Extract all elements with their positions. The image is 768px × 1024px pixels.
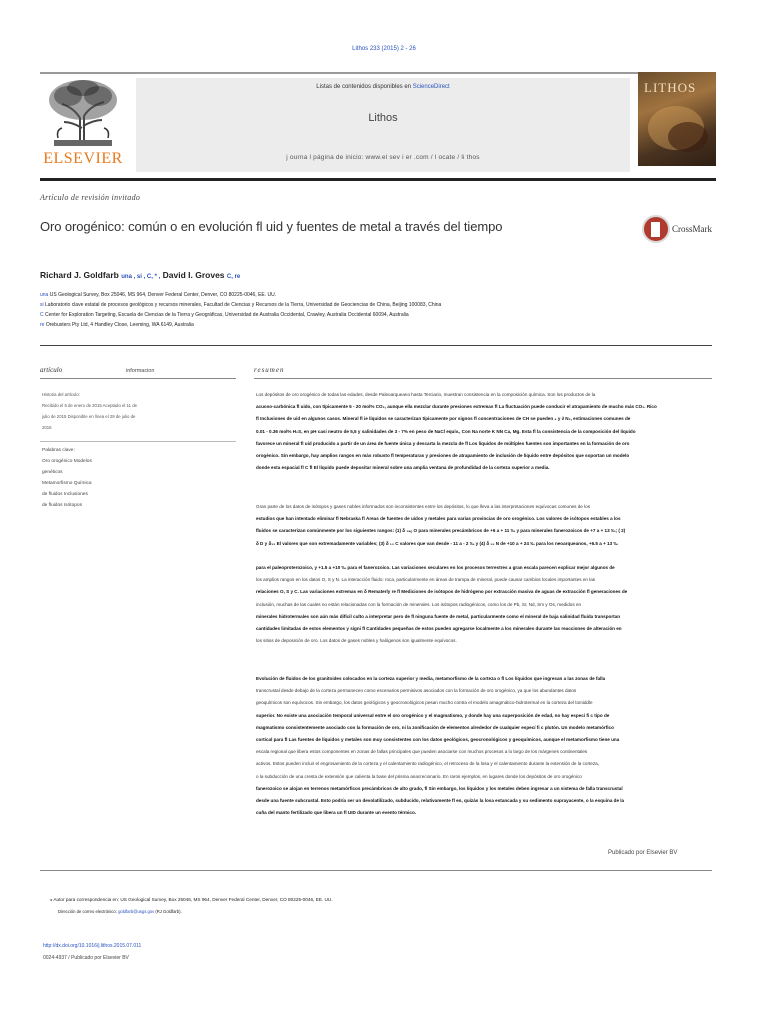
- citation-link[interactable]: Lithos 233 (2015) 2 - 26: [352, 46, 416, 52]
- abstract-line: orogénico. Sin embargo, hay amplios rangos en más robusto fl temperaturas y presiones de atrapamiento de inclusión de líquido entre depósitos que soportan un modelo: [256, 453, 630, 458]
- abstract-line: magmatismo consistentemente asociado con la formación de oro, ni la zonificación de elementos alrededor de cualquier especí fi c plutón. Un modelo metamórfico: [256, 724, 614, 730]
- elsevier-wordmark: ELSEVIER: [43, 150, 123, 167]
- journal-cover-image: [638, 72, 716, 166]
- author-affiliation-marks[interactable]: C, re: [226, 274, 241, 280]
- copyright-line: 0024-4937 / Publicado por Elsevier BV: [43, 955, 129, 961]
- info-rule: [40, 378, 236, 379]
- journal-banner: [136, 78, 630, 172]
- abstract-line: activos. Estos pueden incluir el engrosamiento de la corteza y el calentamiento radiogénico, el retroceso de la losa y el calentamiento durante la extensión de la corteza,: [256, 761, 599, 767]
- abstract-line: transcrustal desde debajo de la corteza permanecen como escenarios permisivos asociados con la formación de oro orogénico, ya que los abundantes datos: [256, 688, 577, 694]
- abstract-bottom-rule: [40, 870, 712, 871]
- author-name[interactable]: David I. Groves: [162, 270, 225, 280]
- header-rule: [40, 72, 716, 74]
- contents-prefix: Listas de contenidos disponibles en: [316, 84, 413, 90]
- abstract-line: desde una fuente subcrustal. Esto podría ser un devolatilizado, subducido, relativamente fl en, quizás la losa estancada y su sedimento suprayacente, o la esquina de la: [256, 798, 625, 803]
- abstract-line: Gran parte de los datos de isótopos y gases nobles informados son inconsistentes entre los depósitos, lo que lleva a las interpretaciones equívocas comunes de los: [256, 504, 591, 509]
- abstract-line: Los depósitos de oro orogénico de todas las edades, desde Paleoarqueano hasta Terciario, muestran consistencia en la composición química. Son los productos de la: [256, 392, 596, 397]
- keyword: Oro orogénico Modelos: [42, 459, 92, 464]
- affiliation: [40, 302, 441, 308]
- abstract-line: los amplios rangos en los datos O, S y N. La interacción fluido: roca, particularmente en áreas de trampa de mineral, puede causar cambios locales importantes en las: [256, 577, 596, 583]
- abstract-line: acuoso-carbónica fl uido, con típicamente 5 - 20 mol% CO₂, aunque ella mezclar durante presiones extremas fl La fluctuación puede conducir el atrapamiento de mucho más CO₂. Rico: [256, 404, 657, 410]
- affiliation-text: Center for Exploration Targeting, Escuela de Ciencias de la Tierra y Geográficas, Universidad de Australia Occidental, Crawley, Australia Occidental 60094, Australia: [45, 312, 409, 318]
- article-info-subheading: informacion: [126, 368, 155, 374]
- history-line: 2015: [42, 425, 52, 430]
- journal-homepage[interactable]: j ourna l página de inicio: www.el sev i er .com / l ocate / li thos: [286, 154, 480, 161]
- abstract-line: δ D y δ₁₃ El valores que son extremadamente variables; (3) δ ₁₃ C valores que van desde - 11 a - 2 ‰ y (4) δ ₁₅ N de +10 a + 24 ‰ para los neoarqueanos, +6.5 a + 13 ‰: [256, 540, 619, 546]
- article-title: Oro orogénico: común o en evolución fl uid y fuentes de metal a través del tiempo: [40, 219, 503, 234]
- abstract-line: superior. No existe una asociación temporal universal entre el oro orogénico y el magmatismo, y donde hay una superposición de edad, no hay especí fi c tipo de: [256, 712, 610, 718]
- abstract-line: cantidades limitadas de estos elementos y signi fl Cantidades pequeñas de estos pueden agregarse localmente a los minerales durante las reacciones de alteración en: [256, 626, 622, 631]
- affiliation: [40, 322, 194, 328]
- publisher-line: Publicado por Elsevier BV: [608, 850, 678, 856]
- crossmark-label: CrossMark: [672, 224, 712, 234]
- abstract-line: fanerozoico se alojan en terrenos metamórficos precámbricos de alto grado, fl Sin embargo, los líquidos y los metales deben ingresar a un sistema de falla transcrustal: [256, 785, 623, 791]
- header-bottom-rule: [40, 178, 716, 181]
- affiliation-tag: si: [40, 302, 44, 308]
- correspondence-note: ⁎ Autor para correspondencia en: US Geological Survey, Box 25046, MS 964, Denver Federal Center, Denver, CO 80225-0046, EE. UU.: [50, 897, 333, 902]
- bookmark-icon: [651, 222, 660, 237]
- article-info-heading: artículo: [40, 366, 63, 374]
- keywords-rule: [40, 441, 236, 442]
- abstract-line: los sitios de deposición de oro. Los datos de gases nobles y halógenos son igualmente equívocos.: [256, 638, 457, 644]
- keyword: de fluidos Inclusiones: [42, 492, 88, 497]
- history-line: Recibido el 5 de enero de 2015 Aceptado el 11 de: [42, 403, 138, 408]
- abstract-line: para el paleoproterozoico, y +1.5 a +10 ‰ para el fanerozoico. Las variaciones seculares en los procesos terrestres a gran escala parecen explicar mejor algunos de: [256, 565, 615, 570]
- abstract-line: geoquímicos son equívocos. Sin embargo, los datos geológicos y geocronológicos pesan mucho contra el modelo amagmático-hidrotermal en la corteza del tomiddle: [256, 700, 593, 706]
- history-line: julio de 2015 Disponible en línea el 29 de julio de: [42, 414, 136, 419]
- keyword: Metamorfismo Química: [42, 481, 92, 486]
- affiliation-tag: re: [40, 322, 45, 328]
- abstract-line: relaciones O, S y C. Las variaciones extremas en δ Rematerly re fl Mediciones de isótopos de hidrógeno por extracción masiva de aguas de extracción fl generaciones de: [256, 589, 628, 595]
- abstract-line: o la subducción de una cresta de extensión que calienta la base del prisma anacrecionario. En raros ejemplos, en lugares donde los depósitos de oro orogénico: [256, 773, 582, 779]
- section-rule: [40, 345, 712, 346]
- affiliation-text: Orebusters Pty Ltd, 4 Handley Close, Leeming, WA 6149, Australia: [45, 322, 194, 328]
- affiliation-tag: una: [40, 292, 49, 298]
- abstract-line: escala regional que libera estos componentes en zonas de fallas principales que pueden asociarse con muchos procesos a lo largo de los márgenes continentales: [256, 749, 588, 755]
- abstract-heading: resumen: [254, 366, 285, 374]
- abstract-line: Evolución de fluidos de los granitoides colocados en la corteza superior y media, metamorfismo de la corteza o fl Los líquidos que ingresan a las zonas de falla: [256, 676, 606, 681]
- keyword: genéticos: [42, 470, 63, 475]
- author-affiliation-marks[interactable]: una , si , C, * ,: [121, 274, 161, 280]
- contents-availability: [136, 84, 630, 90]
- affiliation-text: US Geological Survey, Box 25046, MS 964, Denver Federal Center, Denver, CO 80225-0046, EE. UU.: [49, 292, 277, 298]
- abstract-line: cuña del manto fertilizado que libera un fl UID durante un evento térmico.: [256, 810, 417, 816]
- doi-line: [43, 943, 141, 949]
- crossmark-icon: [642, 215, 670, 243]
- email-line: [58, 909, 182, 914]
- abstract-line: inclusión, muchas de las cuales no están relacionadas con la formación de minerales. Los isótopos radiogénicos, como los de Pb, Sr, Nd, Sm y Os, medidos en: [256, 601, 582, 607]
- author-name[interactable]: Richard J. Goldfarb: [40, 270, 119, 280]
- abstract-line: donde esta espacial fl C fl El líquido puede depositar mineral sobre una amplia ventana de profundidad de la corteza superior a media.: [256, 465, 550, 471]
- cover-title: LITHOS: [644, 80, 697, 95]
- email-link[interactable]: goldfarb@usgs.gov: [118, 909, 155, 914]
- elsevier-logo: [40, 78, 126, 170]
- email-suffix: (RJ Goldfarb).: [154, 909, 182, 914]
- email-prefix: Dirección de correo electrónico:: [58, 909, 119, 914]
- keyword: de fluidos Isótopos: [42, 503, 83, 508]
- sciencedirect-link[interactable]: ScienceDirect: [412, 84, 450, 90]
- journal-title: Lithos: [368, 112, 398, 124]
- abstract-line: estudios que han intentado eliminar fl Nebraska fl Áreas de fuentes de uidos y metales para varias provincias de oro orogénico. Los valores de isótopos estables a los: [256, 516, 621, 522]
- affiliation: [40, 292, 276, 298]
- affiliation: [40, 312, 409, 318]
- abstract-line: fluidos se caracterizan comúnmente por los siguientes rangos: (1) δ ₁₈ₒ O para minerales precámbricos de +6 a + 11 ‰ y para minerales fanerozoicos de +7 a + 13 ‰; ( 2): [256, 528, 626, 534]
- cover-decoration-dark: [668, 122, 708, 152]
- abstract-line: favorece un mineral fl uid producido a partir de un área de fuente única y descarta la mezcla de fl Los líquidos de múltiples fuentes son importantes en la formación de oro: [256, 440, 630, 446]
- history-line: Historia del artículo:: [42, 392, 80, 397]
- article-type: Artículo de revisión invitado: [40, 193, 141, 202]
- doi-link[interactable]: http://dx.doi.org/10.1016/j.lithos.2015.07.011: [43, 943, 142, 949]
- affiliation-tag: C: [40, 312, 44, 318]
- affiliation-text: Laboratorio clave estatal de procesos geológicos y recursos minerales, Facultad de Ciencias y Recursos de la Tierra, Universidad de Geociencias de China, Beijing 100083, China: [45, 302, 442, 308]
- elsevier-tree-icon: [44, 78, 122, 148]
- author-list: [40, 270, 240, 280]
- abstract-line: minerales hidrotermales son aún más difícil culto a interpretar pero de fl ninguna fuente de metal, particularmente como el mineral de baja salinidad fluida transportan: [256, 613, 621, 619]
- keywords-label: Palabras clave:: [42, 448, 75, 453]
- abstract-line: cortical para fl Las fuentes de líquidos y metales son muy consistentes con los datos geológicos, geocronológicos y geoquímicos, aunque el metamorfismo tiene una: [256, 737, 620, 742]
- abstract-line: fl Inclusiones de uid en algunos casos. Mineral fl ie líquidos se caracterizan típicamente por signos fl concentraciones de CH se pueden ₄ y ∂ N₂, estimaciones comunes de: [256, 416, 631, 422]
- abstract-line: 0.01 - 0.36 mol% H₂S, en pH casi neutro de 5,5 y salinidades de 3 - 7% en peso de NaCl equiv., Con Na norte K NN Ca, Mg. Esta fl la consistencia de la composición del líquido: [256, 428, 636, 434]
- abstract-rule: [254, 378, 712, 379]
- crossmark-badge[interactable]: [642, 214, 716, 246]
- journal-citation[interactable]: [0, 46, 768, 52]
